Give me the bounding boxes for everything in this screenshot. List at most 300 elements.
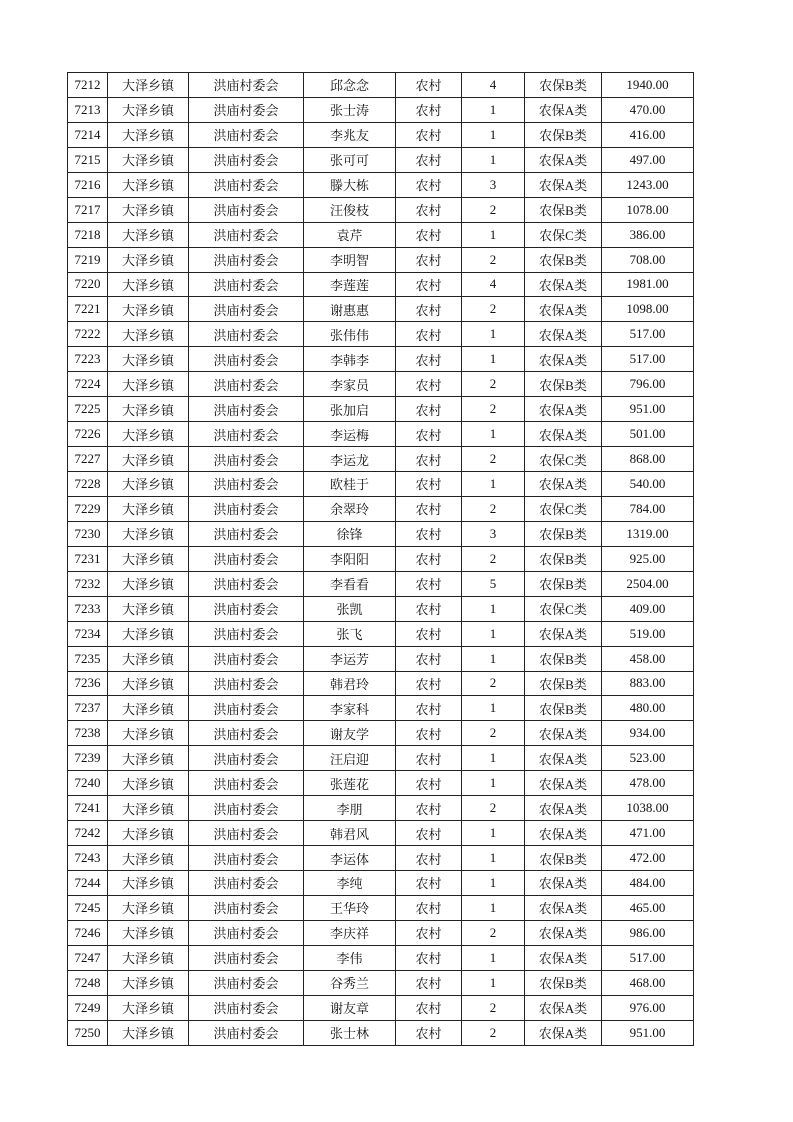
cell-family-size: 5 — [462, 571, 525, 596]
cell-village-committee: 洪庙村委会 — [189, 397, 304, 422]
cell-township: 大泽乡镇 — [108, 646, 189, 671]
cell-household-type: 农村 — [396, 846, 462, 871]
cell-family-size: 2 — [462, 920, 525, 945]
cell-amount: 523.00 — [602, 746, 694, 771]
cell-village-committee: 洪庙村委会 — [189, 871, 304, 896]
cell-household-type: 农村 — [396, 197, 462, 222]
cell-village-committee: 洪庙村委会 — [189, 970, 304, 995]
cell-row-number: 7220 — [68, 272, 108, 297]
cell-row-number: 7237 — [68, 696, 108, 721]
cell-insurance-category: 农保C类 — [525, 222, 602, 247]
cell-name: 谢惠惠 — [304, 297, 396, 322]
cell-name: 李庆祥 — [304, 920, 396, 945]
cell-village-committee: 洪庙村委会 — [189, 546, 304, 571]
table-row — [68, 671, 694, 696]
cell-amount: 480.00 — [602, 696, 694, 721]
cell-insurance-category: 农保B类 — [525, 571, 602, 596]
cell-household-type: 农村 — [396, 970, 462, 995]
cell-township: 大泽乡镇 — [108, 147, 189, 172]
cell-family-size: 1 — [462, 945, 525, 970]
cell-insurance-category: 农保B类 — [525, 197, 602, 222]
cell-township: 大泽乡镇 — [108, 521, 189, 546]
cell-township: 大泽乡镇 — [108, 297, 189, 322]
table-row — [68, 646, 694, 671]
cell-township: 大泽乡镇 — [108, 347, 189, 372]
cell-insurance-category: 农保C类 — [525, 496, 602, 521]
cell-insurance-category: 农保A类 — [525, 721, 602, 746]
cell-township: 大泽乡镇 — [108, 472, 189, 497]
cell-row-number: 7213 — [68, 97, 108, 122]
cell-village-committee: 洪庙村委会 — [189, 147, 304, 172]
cell-village-committee: 洪庙村委会 — [189, 846, 304, 871]
cell-amount: 517.00 — [602, 347, 694, 372]
cell-amount: 951.00 — [602, 1020, 694, 1045]
cell-name: 邱念念 — [304, 73, 396, 98]
cell-insurance-category: 农保A类 — [525, 397, 602, 422]
cell-name: 袁芹 — [304, 222, 396, 247]
table-row — [68, 821, 694, 846]
cell-name: 李运体 — [304, 846, 396, 871]
cell-name: 汪启迎 — [304, 746, 396, 771]
cell-insurance-category: 农保A类 — [525, 920, 602, 945]
cell-household-type: 农村 — [396, 222, 462, 247]
cell-row-number: 7234 — [68, 621, 108, 646]
cell-name: 张伟伟 — [304, 322, 396, 347]
cell-township: 大泽乡镇 — [108, 73, 189, 98]
cell-insurance-category: 农保A类 — [525, 871, 602, 896]
cell-row-number: 7227 — [68, 447, 108, 472]
cell-row-number: 7241 — [68, 796, 108, 821]
cell-row-number: 7225 — [68, 397, 108, 422]
cell-amount: 976.00 — [602, 995, 694, 1020]
cell-household-type: 农村 — [396, 1020, 462, 1045]
cell-township: 大泽乡镇 — [108, 846, 189, 871]
table-row — [68, 846, 694, 871]
cell-household-type: 农村 — [396, 821, 462, 846]
cell-household-type: 农村 — [396, 596, 462, 621]
cell-row-number: 7248 — [68, 970, 108, 995]
cell-amount: 472.00 — [602, 846, 694, 871]
cell-household-type: 农村 — [396, 945, 462, 970]
cell-family-size: 2 — [462, 372, 525, 397]
table-row — [68, 422, 694, 447]
cell-family-size: 2 — [462, 1020, 525, 1045]
cell-amount: 540.00 — [602, 472, 694, 497]
table-row — [68, 970, 694, 995]
cell-village-committee: 洪庙村委会 — [189, 496, 304, 521]
cell-township: 大泽乡镇 — [108, 945, 189, 970]
cell-village-committee: 洪庙村委会 — [189, 222, 304, 247]
cell-household-type: 农村 — [396, 621, 462, 646]
cell-row-number: 7242 — [68, 821, 108, 846]
cell-village-committee: 洪庙村委会 — [189, 247, 304, 272]
cell-family-size: 4 — [462, 73, 525, 98]
cell-row-number: 7240 — [68, 771, 108, 796]
cell-household-type: 农村 — [396, 920, 462, 945]
cell-family-size: 1 — [462, 646, 525, 671]
cell-household-type: 农村 — [396, 521, 462, 546]
cell-insurance-category: 农保A类 — [525, 995, 602, 1020]
cell-name: 李兆友 — [304, 122, 396, 147]
cell-name: 王华玲 — [304, 895, 396, 920]
cell-name: 张士涛 — [304, 97, 396, 122]
cell-family-size: 2 — [462, 297, 525, 322]
cell-village-committee: 洪庙村委会 — [189, 322, 304, 347]
table-row — [68, 496, 694, 521]
table-row — [68, 945, 694, 970]
cell-row-number: 7233 — [68, 596, 108, 621]
cell-township: 大泽乡镇 — [108, 796, 189, 821]
cell-row-number: 7218 — [68, 222, 108, 247]
table-row — [68, 322, 694, 347]
cell-amount: 1078.00 — [602, 197, 694, 222]
cell-household-type: 农村 — [396, 172, 462, 197]
table-row — [68, 222, 694, 247]
cell-amount: 416.00 — [602, 122, 694, 147]
cell-amount: 1981.00 — [602, 272, 694, 297]
cell-name: 滕大栋 — [304, 172, 396, 197]
cell-name: 余翠玲 — [304, 496, 396, 521]
cell-village-committee: 洪庙村委会 — [189, 721, 304, 746]
cell-insurance-category: 农保A类 — [525, 771, 602, 796]
cell-household-type: 农村 — [396, 447, 462, 472]
cell-row-number: 7244 — [68, 871, 108, 896]
table-body — [68, 73, 694, 1046]
cell-amount: 951.00 — [602, 397, 694, 422]
table-row — [68, 447, 694, 472]
cell-household-type: 农村 — [396, 871, 462, 896]
cell-insurance-category: 农保B类 — [525, 247, 602, 272]
cell-insurance-category: 农保A类 — [525, 422, 602, 447]
cell-village-committee: 洪庙村委会 — [189, 422, 304, 447]
table-row — [68, 472, 694, 497]
cell-family-size: 1 — [462, 347, 525, 372]
cell-amount: 934.00 — [602, 721, 694, 746]
cell-family-size: 1 — [462, 696, 525, 721]
cell-family-size: 1 — [462, 596, 525, 621]
cell-family-size: 2 — [462, 496, 525, 521]
cell-township: 大泽乡镇 — [108, 272, 189, 297]
table-row — [68, 521, 694, 546]
cell-village-committee: 洪庙村委会 — [189, 372, 304, 397]
cell-village-committee: 洪庙村委会 — [189, 671, 304, 696]
cell-amount: 986.00 — [602, 920, 694, 945]
cell-row-number: 7219 — [68, 247, 108, 272]
cell-family-size: 4 — [462, 272, 525, 297]
cell-amount: 465.00 — [602, 895, 694, 920]
cell-insurance-category: 农保B类 — [525, 546, 602, 571]
cell-name: 李明智 — [304, 247, 396, 272]
cell-name: 李朋 — [304, 796, 396, 821]
cell-row-number: 7222 — [68, 322, 108, 347]
cell-household-type: 农村 — [396, 322, 462, 347]
cell-name: 李运芳 — [304, 646, 396, 671]
cell-village-committee: 洪庙村委会 — [189, 696, 304, 721]
cell-township: 大泽乡镇 — [108, 871, 189, 896]
cell-township: 大泽乡镇 — [108, 397, 189, 422]
table-row — [68, 172, 694, 197]
cell-amount: 409.00 — [602, 596, 694, 621]
cell-village-committee: 洪庙村委会 — [189, 995, 304, 1020]
cell-township: 大泽乡镇 — [108, 621, 189, 646]
cell-family-size: 2 — [462, 397, 525, 422]
cell-amount: 501.00 — [602, 422, 694, 447]
cell-row-number: 7239 — [68, 746, 108, 771]
cell-household-type: 农村 — [396, 746, 462, 771]
cell-household-type: 农村 — [396, 721, 462, 746]
cell-village-committee: 洪庙村委会 — [189, 746, 304, 771]
cell-amount: 497.00 — [602, 147, 694, 172]
cell-insurance-category: 农保A类 — [525, 97, 602, 122]
cell-name: 李纯 — [304, 871, 396, 896]
cell-insurance-category: 农保A类 — [525, 796, 602, 821]
cell-name: 汪俊枝 — [304, 197, 396, 222]
cell-township: 大泽乡镇 — [108, 447, 189, 472]
cell-row-number: 7236 — [68, 671, 108, 696]
cell-township: 大泽乡镇 — [108, 172, 189, 197]
cell-insurance-category: 农保A类 — [525, 147, 602, 172]
cell-row-number: 7249 — [68, 995, 108, 1020]
cell-insurance-category: 农保A类 — [525, 297, 602, 322]
cell-row-number: 7212 — [68, 73, 108, 98]
table-row — [68, 871, 694, 896]
cell-name: 徐锋 — [304, 521, 396, 546]
cell-name: 韩君风 — [304, 821, 396, 846]
cell-family-size: 1 — [462, 846, 525, 871]
table-row — [68, 721, 694, 746]
cell-name: 张莲花 — [304, 771, 396, 796]
cell-name: 李运梅 — [304, 422, 396, 447]
cell-village-committee: 洪庙村委会 — [189, 1020, 304, 1045]
cell-family-size: 3 — [462, 172, 525, 197]
cell-amount: 470.00 — [602, 97, 694, 122]
cell-township: 大泽乡镇 — [108, 372, 189, 397]
cell-family-size: 1 — [462, 895, 525, 920]
cell-family-size: 1 — [462, 472, 525, 497]
table-row — [68, 147, 694, 172]
cell-row-number: 7238 — [68, 721, 108, 746]
cell-family-size: 1 — [462, 122, 525, 147]
cell-village-committee: 洪庙村委会 — [189, 771, 304, 796]
cell-family-size: 1 — [462, 871, 525, 896]
cell-row-number: 7245 — [68, 895, 108, 920]
cell-household-type: 农村 — [396, 671, 462, 696]
cell-row-number: 7235 — [68, 646, 108, 671]
cell-name: 李韩李 — [304, 347, 396, 372]
cell-amount: 708.00 — [602, 247, 694, 272]
cell-insurance-category: 农保C类 — [525, 596, 602, 621]
cell-amount: 458.00 — [602, 646, 694, 671]
cell-household-type: 农村 — [396, 372, 462, 397]
cell-household-type: 农村 — [396, 796, 462, 821]
cell-insurance-category: 农保A类 — [525, 1020, 602, 1045]
cell-village-committee: 洪庙村委会 — [189, 646, 304, 671]
cell-row-number: 7250 — [68, 1020, 108, 1045]
cell-insurance-category: 农保B类 — [525, 521, 602, 546]
cell-name: 张士林 — [304, 1020, 396, 1045]
cell-insurance-category: 农保B类 — [525, 646, 602, 671]
cell-household-type: 农村 — [396, 546, 462, 571]
cell-insurance-category: 农保A类 — [525, 172, 602, 197]
cell-name: 李家员 — [304, 372, 396, 397]
cell-row-number: 7223 — [68, 347, 108, 372]
cell-township: 大泽乡镇 — [108, 895, 189, 920]
cell-township: 大泽乡镇 — [108, 122, 189, 147]
cell-amount: 1038.00 — [602, 796, 694, 821]
benefit-table — [67, 72, 694, 1046]
cell-name: 张加启 — [304, 397, 396, 422]
cell-family-size: 1 — [462, 97, 525, 122]
cell-household-type: 农村 — [396, 422, 462, 447]
cell-amount: 468.00 — [602, 970, 694, 995]
cell-township: 大泽乡镇 — [108, 222, 189, 247]
cell-amount: 796.00 — [602, 372, 694, 397]
cell-village-committee: 洪庙村委会 — [189, 472, 304, 497]
cell-name: 谢友学 — [304, 721, 396, 746]
cell-township: 大泽乡镇 — [108, 721, 189, 746]
cell-village-committee: 洪庙村委会 — [189, 571, 304, 596]
cell-township: 大泽乡镇 — [108, 596, 189, 621]
cell-insurance-category: 农保B类 — [525, 372, 602, 397]
table-row — [68, 546, 694, 571]
cell-household-type: 农村 — [396, 646, 462, 671]
table-row — [68, 895, 694, 920]
table-row — [68, 596, 694, 621]
table-row — [68, 197, 694, 222]
cell-village-committee: 洪庙村委会 — [189, 447, 304, 472]
table-row — [68, 347, 694, 372]
cell-household-type: 农村 — [396, 995, 462, 1020]
cell-village-committee: 洪庙村委会 — [189, 521, 304, 546]
table-row — [68, 746, 694, 771]
cell-household-type: 农村 — [396, 472, 462, 497]
cell-family-size: 1 — [462, 771, 525, 796]
cell-family-size: 1 — [462, 222, 525, 247]
cell-village-committee: 洪庙村委会 — [189, 122, 304, 147]
cell-row-number: 7246 — [68, 920, 108, 945]
cell-amount: 1319.00 — [602, 521, 694, 546]
cell-insurance-category: 农保B类 — [525, 970, 602, 995]
cell-township: 大泽乡镇 — [108, 1020, 189, 1045]
cell-amount: 484.00 — [602, 871, 694, 896]
cell-insurance-category: 农保A类 — [525, 472, 602, 497]
cell-village-committee: 洪庙村委会 — [189, 821, 304, 846]
cell-family-size: 2 — [462, 247, 525, 272]
cell-household-type: 农村 — [396, 696, 462, 721]
cell-name: 张可可 — [304, 147, 396, 172]
cell-row-number: 7215 — [68, 147, 108, 172]
cell-amount: 1243.00 — [602, 172, 694, 197]
cell-family-size: 2 — [462, 197, 525, 222]
table-row — [68, 696, 694, 721]
cell-amount: 1098.00 — [602, 297, 694, 322]
cell-name: 张飞 — [304, 621, 396, 646]
cell-amount: 883.00 — [602, 671, 694, 696]
cell-insurance-category: 农保A类 — [525, 621, 602, 646]
cell-row-number: 7232 — [68, 571, 108, 596]
cell-insurance-category: 农保B类 — [525, 696, 602, 721]
table-row — [68, 1020, 694, 1045]
cell-insurance-category: 农保A类 — [525, 347, 602, 372]
cell-household-type: 农村 — [396, 122, 462, 147]
cell-household-type: 农村 — [396, 571, 462, 596]
table-row — [68, 122, 694, 147]
cell-family-size: 2 — [462, 546, 525, 571]
cell-household-type: 农村 — [396, 771, 462, 796]
cell-village-committee: 洪庙村委会 — [189, 272, 304, 297]
cell-village-committee: 洪庙村委会 — [189, 347, 304, 372]
cell-township: 大泽乡镇 — [108, 97, 189, 122]
cell-family-size: 2 — [462, 671, 525, 696]
cell-name: 谷秀兰 — [304, 970, 396, 995]
table-row — [68, 297, 694, 322]
table-row — [68, 247, 694, 272]
cell-village-committee: 洪庙村委会 — [189, 172, 304, 197]
cell-row-number: 7228 — [68, 472, 108, 497]
cell-village-committee: 洪庙村委会 — [189, 97, 304, 122]
cell-household-type: 农村 — [396, 297, 462, 322]
cell-name: 谢友章 — [304, 995, 396, 1020]
cell-household-type: 农村 — [396, 496, 462, 521]
cell-family-size: 2 — [462, 447, 525, 472]
cell-township: 大泽乡镇 — [108, 995, 189, 1020]
cell-amount: 2504.00 — [602, 571, 694, 596]
cell-name: 韩君玲 — [304, 671, 396, 696]
cell-name: 李阳阳 — [304, 546, 396, 571]
table-row — [68, 771, 694, 796]
table-row — [68, 73, 694, 98]
cell-amount: 471.00 — [602, 821, 694, 846]
cell-family-size: 2 — [462, 796, 525, 821]
cell-row-number: 7216 — [68, 172, 108, 197]
cell-insurance-category: 农保A类 — [525, 746, 602, 771]
cell-township: 大泽乡镇 — [108, 496, 189, 521]
cell-name: 张凯 — [304, 596, 396, 621]
cell-amount: 517.00 — [602, 322, 694, 347]
cell-row-number: 7230 — [68, 521, 108, 546]
cell-amount: 386.00 — [602, 222, 694, 247]
cell-household-type: 农村 — [396, 147, 462, 172]
cell-village-committee: 洪庙村委会 — [189, 920, 304, 945]
cell-family-size: 2 — [462, 721, 525, 746]
cell-township: 大泽乡镇 — [108, 821, 189, 846]
cell-village-committee: 洪庙村委会 — [189, 945, 304, 970]
cell-name: 李伟 — [304, 945, 396, 970]
cell-insurance-category: 农保B类 — [525, 846, 602, 871]
cell-township: 大泽乡镇 — [108, 671, 189, 696]
cell-row-number: 7247 — [68, 945, 108, 970]
table-row — [68, 796, 694, 821]
cell-household-type: 农村 — [396, 97, 462, 122]
cell-family-size: 1 — [462, 821, 525, 846]
cell-row-number: 7214 — [68, 122, 108, 147]
cell-amount: 519.00 — [602, 621, 694, 646]
cell-township: 大泽乡镇 — [108, 696, 189, 721]
cell-household-type: 农村 — [396, 272, 462, 297]
cell-township: 大泽乡镇 — [108, 970, 189, 995]
cell-township: 大泽乡镇 — [108, 422, 189, 447]
table-row — [68, 97, 694, 122]
cell-name: 李莲莲 — [304, 272, 396, 297]
cell-name: 李运龙 — [304, 447, 396, 472]
cell-name: 李看看 — [304, 571, 396, 596]
cell-village-committee: 洪庙村委会 — [189, 895, 304, 920]
cell-township: 大泽乡镇 — [108, 247, 189, 272]
cell-township: 大泽乡镇 — [108, 571, 189, 596]
cell-amount: 925.00 — [602, 546, 694, 571]
cell-amount: 1940.00 — [602, 73, 694, 98]
cell-family-size: 2 — [462, 995, 525, 1020]
